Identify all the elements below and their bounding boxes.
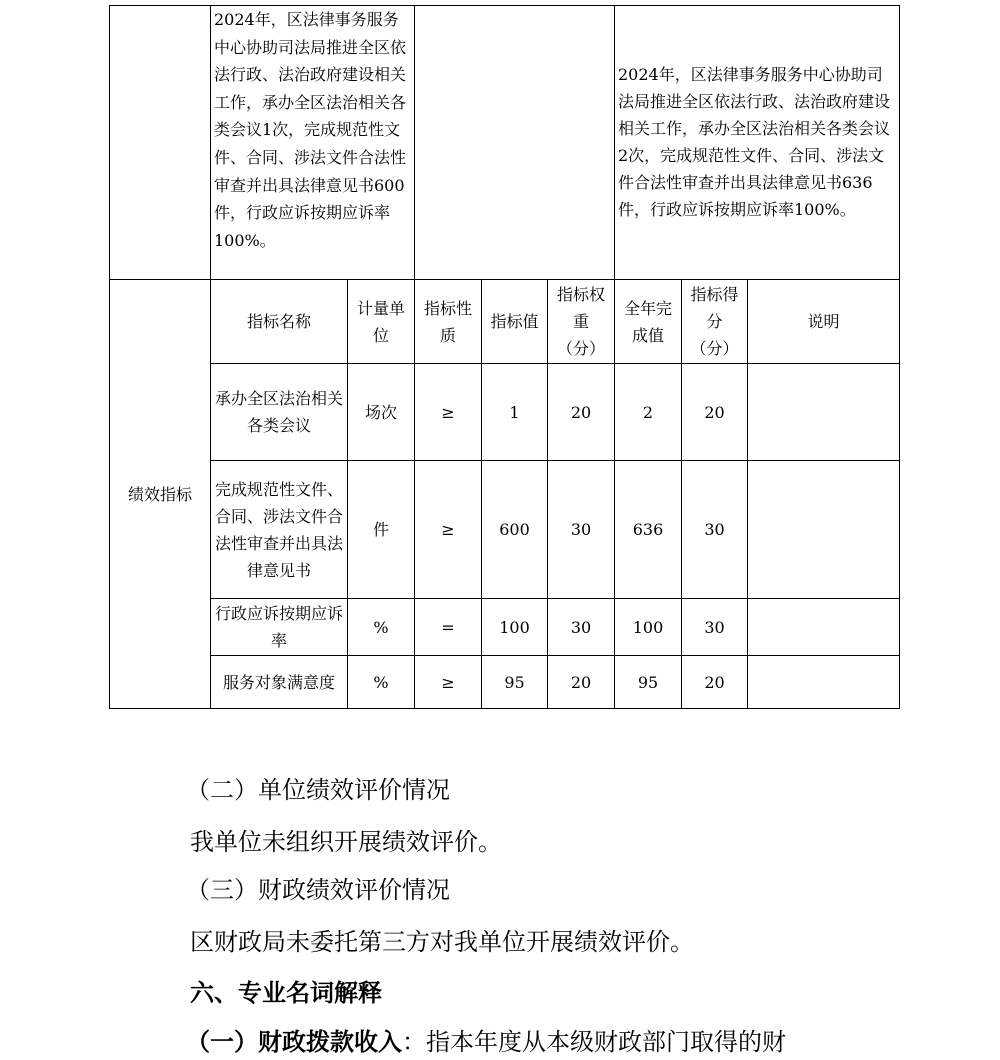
indicator-name: 服务对象满意度: [222, 672, 335, 692]
score: 20: [704, 672, 725, 692]
note: [748, 364, 899, 460]
section-6-heading: 六、专业名词解释: [190, 979, 382, 1007]
header-actual-value: 全年完成值: [623, 298, 672, 345]
header-note: 说明: [807, 312, 840, 331]
indicator-name: 完成规范性文件、合同、涉法文件合法性审查并出具法律意见书: [214, 479, 343, 580]
score: 30: [704, 520, 725, 539]
weight: 30: [570, 520, 592, 539]
nature: ≥: [441, 672, 455, 692]
target-description-cell: [212, 6, 412, 278]
actual-value: 636: [632, 520, 664, 539]
actual-description-cell: [616, 6, 898, 278]
actual-value: 100: [632, 617, 664, 637]
weight: 20: [570, 672, 592, 692]
term-label: （一）财政拨款收入: [186, 1028, 402, 1056]
section-6-definition-line: [186, 1026, 786, 1058]
unit: 件: [372, 520, 389, 539]
header-unit: 计量单位: [356, 298, 405, 345]
note: [748, 656, 899, 708]
nature: ≥: [441, 402, 455, 422]
section-3-heading: （三）财政绩效评价情况: [186, 876, 450, 904]
unit: %: [373, 672, 389, 692]
weight: 20: [570, 402, 592, 422]
indicator-name: 行政应诉按期应诉率: [214, 604, 343, 650]
target-value: 95: [504, 672, 525, 692]
unit: %: [373, 617, 389, 637]
target-value: 600: [499, 520, 530, 539]
target-value: 100: [499, 617, 530, 637]
header-weight: 指标权重（分）: [557, 285, 606, 358]
header-indicator-name: 指标名称: [246, 312, 311, 331]
indicator-name: 承办全区法治相关各类会议: [214, 389, 343, 435]
score: 20: [704, 402, 725, 422]
note: [748, 599, 899, 655]
header-nature: 指标性质: [423, 298, 472, 345]
score: 30: [704, 617, 725, 637]
actual-value: 2: [642, 402, 654, 422]
actual-value: 95: [637, 672, 659, 692]
nature: ≥: [441, 520, 455, 539]
note: [748, 461, 899, 598]
weight: 30: [570, 617, 592, 637]
header-score: 指标得分（分）: [690, 285, 739, 358]
actual-description: 2024年，区法律事务服务中心协助司法局推进全区依法行政、法治政府建设相关工作，承办全区法治相关各类会议2次，完成规范性文件、合同、涉法文件合法性审查并出具法律意见书636件，行政应诉按期应诉率100%。: [618, 65, 891, 219]
target-value: 1: [509, 402, 520, 422]
section-label: 绩效指标: [127, 484, 192, 504]
term-definition: ：指本年度从本级财政部门取得的财: [402, 1028, 786, 1056]
section-2-heading: （二）单位绩效评价情况: [186, 776, 450, 804]
unit: 场次: [364, 402, 397, 422]
header-target-value: 指标值: [490, 312, 539, 331]
nature: =: [441, 617, 455, 637]
section-2-body: 我单位未组织开展绩效评价。: [190, 828, 502, 856]
section-3-body: 区财政局未委托第三方对我单位开展绩效评价。: [190, 928, 694, 956]
target-description: 2024年，区法律事务服务中心协助司法局推进全区依法行政、法治政府建设相关工作，承办全区法治相关各类会议1次，完成规范性文件、合同、涉法文件合法性审查并出具法律意见书600件，行政应诉按期应诉率100%。: [214, 10, 407, 250]
